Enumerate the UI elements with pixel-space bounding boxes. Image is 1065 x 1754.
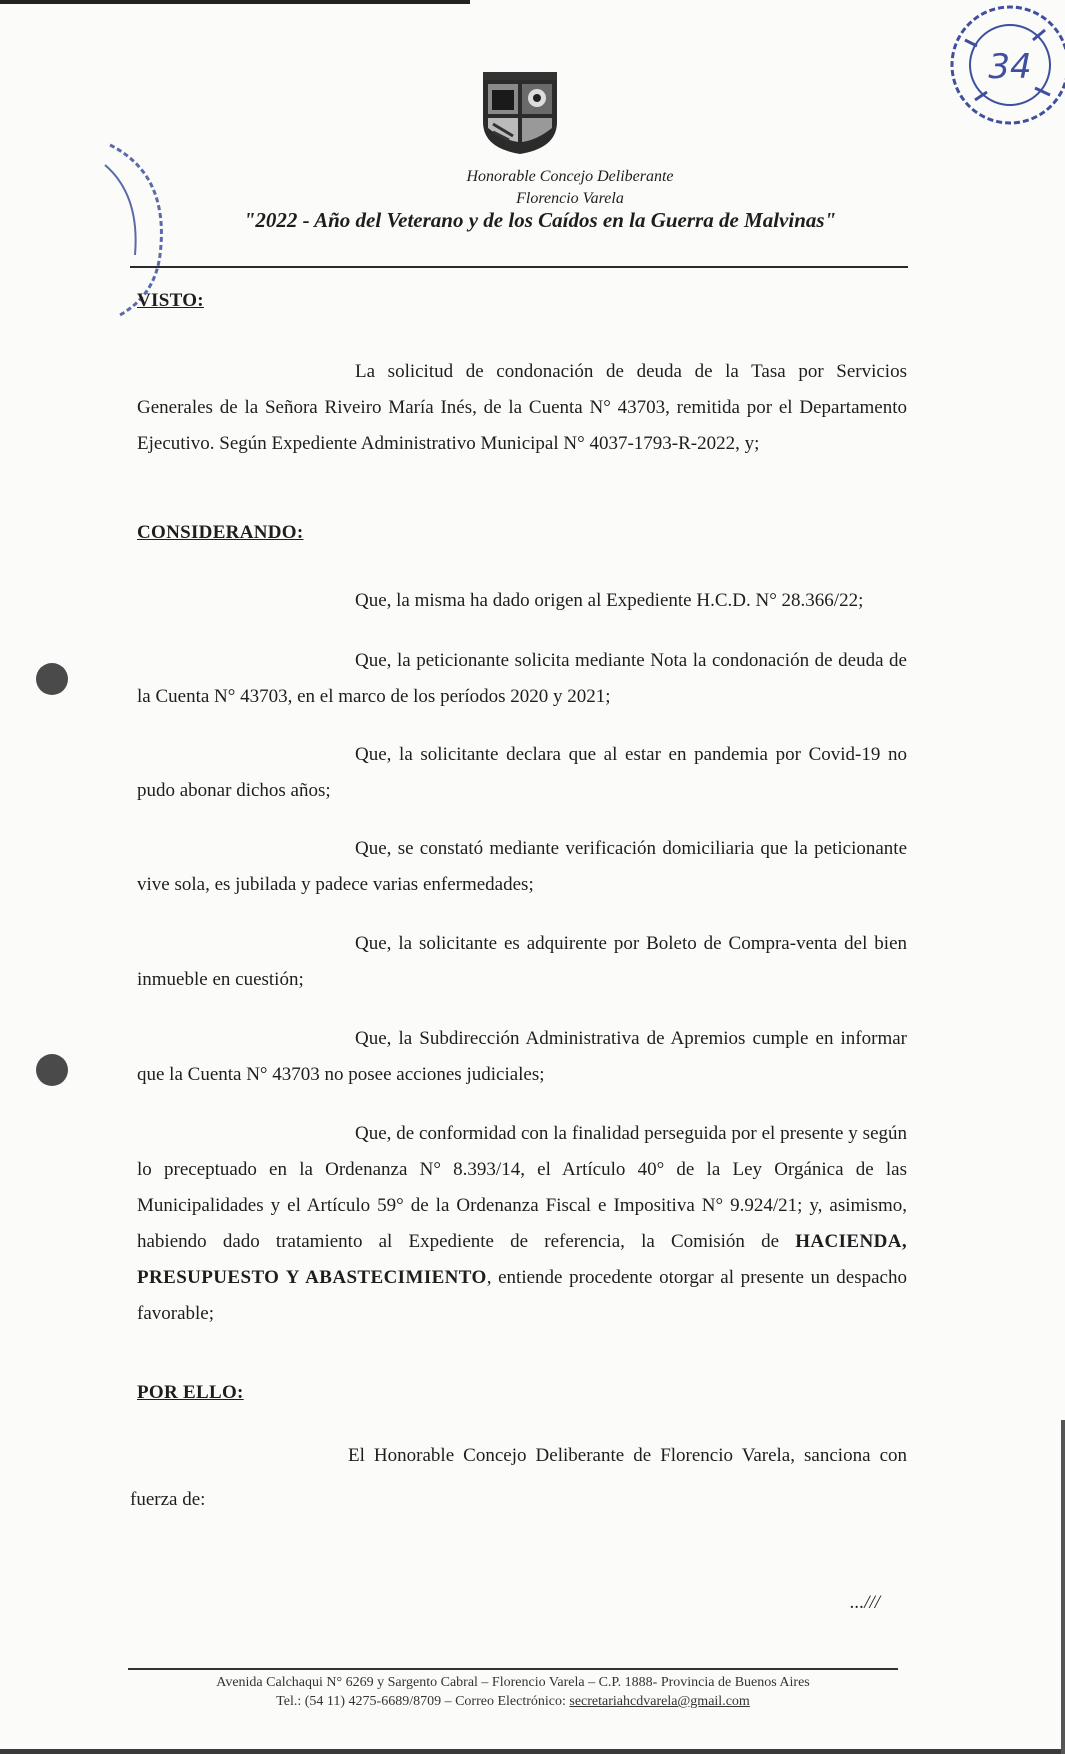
final-considerando-paragraph [137,1116,907,1332]
visto-rest: Generales de la Señora Riveiro María Inés, de la Cuenta N° 43703, remitida por el Departamento Ejecutivo. Según Expediente Administrativo Municipal N° 4037-1793-R-2022, y; [137,397,907,454]
considerando-first-line: Que, la misma ha dado origen al Expediente H.C.D. N° 28.366/22; [355,590,864,611]
institution-name: Honorable Concejo Deliberante [466,168,674,185]
council-seal-stamp-icon [915,0,1065,130]
footer-divider [128,1668,898,1670]
considerando-item [137,926,907,998]
considerando-first-line: Que, la Subdirección Administrativa de Apremios cumple en [355,1028,834,1049]
scan-edge-top [0,0,470,4]
considerando-item [137,831,907,903]
considerando-item [137,643,907,715]
considerando-rest: bien inmueble en cuestión; [137,933,908,990]
scan-edge-bottom [0,1749,1065,1754]
committee-name: HACIENDA, PRESUPUESTO Y ABASTECIMIENTO [137,1231,908,1288]
considerando-rest: no pudo abonar dichos años; [137,744,907,801]
considerando-item [137,1021,907,1093]
considerando-rest: informar que la Cuenta N° 43703 no posee acciones judiciales; [137,1028,908,1085]
footer-phone: Tel.: (54 11) 4275-6689/8709 – Correo Electrónico: [276,1694,570,1709]
considerando-first-line: Que, la peticionante solicita mediante Nota la condonación de [355,650,833,671]
header-divider [130,266,908,268]
footer-contact [128,1694,898,1710]
final-first-line: Que, de conformidad con la finalidad perseguida por el presente y [355,1123,858,1144]
considerando-first-line: Que, la solicitante es adquirente por Boleto de Compra-venta del [355,933,868,954]
considerando-rest: peticionante vive sola, es jubilada y padece varias enfermedades; [137,838,908,895]
year-motto: "2022 - Año del Veterano y de los Caídos en la Guerra de Malvinas" [243,208,837,232]
final-middle: según lo preceptuado en la Ordenanza N° 8.393/14, el Artículo 40° de la Ley Orgánica de las Municipalidades y el Artículo 59° de la Ordenanza Fiscal e Impositiva N° 9.924/21; y, asimismo, habiendo dado tratamiento al Expediente de referencia, la Comisión de [137,1123,907,1252]
considerando-first-line: Que, la solicitante declara que al estar en pandemia por Covid-19 [355,744,881,765]
considerando-item [137,583,907,619]
heading-considerando: CONSIDERANDO: [137,522,304,543]
visto-first-line: La solicitud de condonación de deuda de la Tasa por Servicios [355,361,907,382]
scan-edge-right [1061,1420,1065,1754]
heading-por-ello: POR ELLO: [137,1382,244,1403]
visto-paragraph [137,354,907,462]
footer-email-link[interactable]: secretariahcdvarela@gmail.com [569,1694,750,1709]
considerando-rest: deuda de la Cuenta N° 43703, en el marco de los períodos 2020 y 2021; [137,650,907,707]
punch-hole [36,663,68,695]
considerando-first-line: Que, se constató mediante verificación domiciliaria que la [355,838,808,859]
final-end: , entiende procedente otorgar al presente un despacho favorable; [137,1267,907,1324]
considerando-item [137,737,907,809]
por-ello-first-line: El Honorable Concejo Deliberante de Florencio Varela, sanciona [348,1445,871,1466]
stamp-number: 34 [988,47,1032,87]
municipal-crest-icon [479,70,561,156]
por-ello-paragraph [130,1434,907,1522]
institution-city: Florencio Varela [516,190,624,207]
punch-hole [36,1054,68,1086]
continuation-mark: .../// [850,1592,881,1613]
por-ello-rest: con fuerza de: [130,1445,908,1510]
footer-address: Avenida Calchaqui N° 6269 y Sargento Cabral – Florencio Varela – C.P. 1888- Provincia de Buenos Aires [216,1675,810,1690]
heading-visto: VISTO: [137,290,204,311]
